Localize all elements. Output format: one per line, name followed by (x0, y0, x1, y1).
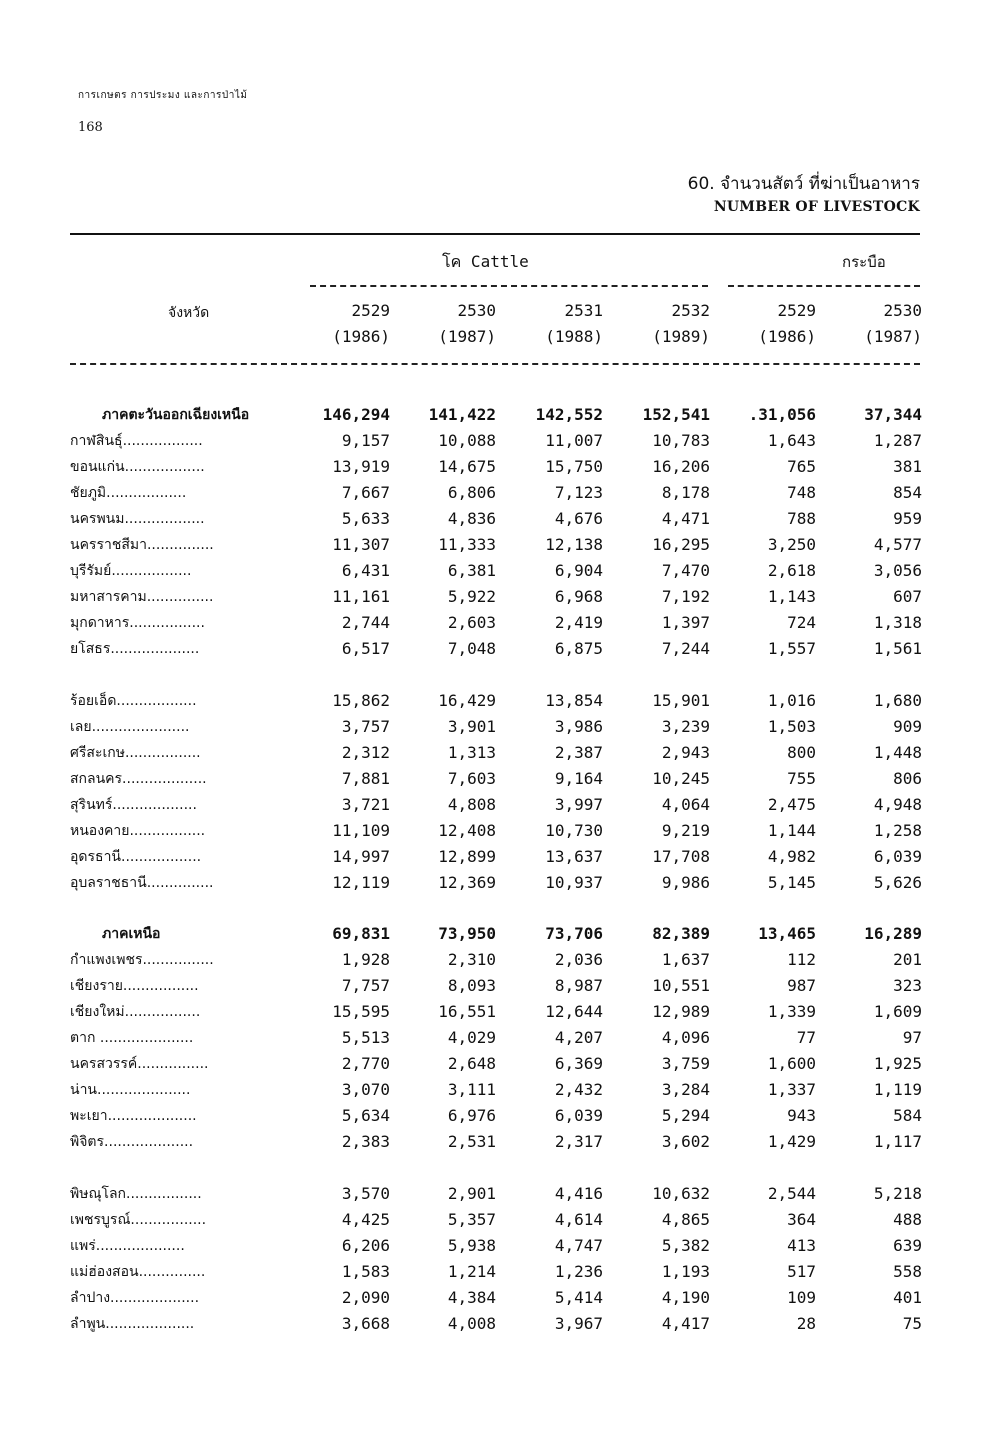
value-cell: 4,808 (447, 795, 496, 814)
value-cell: 3,570 (341, 1184, 390, 1203)
value-cell: 4,747 (554, 1236, 603, 1255)
province-row (0, 844, 990, 870)
value-cell: 7,603 (447, 769, 496, 788)
buffalo-group-rule (728, 285, 920, 287)
value-cell: 1,583 (341, 1262, 390, 1281)
value-cell: 13,854 (545, 691, 603, 710)
value-cell: 10,551 (652, 976, 710, 995)
province-name: เชียงราย................. (70, 978, 199, 994)
province-name: สุรินทร์................... (70, 797, 197, 813)
value-cell: 1,318 (873, 613, 922, 632)
province-row (0, 480, 990, 506)
province-row (0, 870, 990, 896)
value-cell: 5,218 (873, 1184, 922, 1203)
value-cell: 12,119 (332, 873, 390, 892)
value-cell: 2,901 (447, 1184, 496, 1203)
value-cell: 6,904 (554, 561, 603, 580)
column-header-ad-year: (1987) (438, 327, 496, 346)
province-name: ร้อยเอ็ด.................. (70, 693, 197, 709)
province-row (0, 1129, 990, 1155)
value-cell: 3,901 (447, 717, 496, 736)
value-cell: 1,287 (873, 431, 922, 450)
province-name: พะเยา.................... (70, 1108, 197, 1124)
value-cell: 4,425 (341, 1210, 390, 1229)
value-cell: 13,465 (758, 924, 816, 943)
value-cell: 1,117 (873, 1132, 922, 1151)
value-cell: 1,119 (873, 1080, 922, 1099)
value-cell: 1,503 (767, 717, 816, 736)
value-cell: 2,618 (767, 561, 816, 580)
value-cell: 17,708 (652, 847, 710, 866)
value-cell: 6,039 (873, 847, 922, 866)
province-name: สกลนคร................... (70, 771, 207, 787)
value-cell: 4,096 (661, 1028, 710, 1047)
value-cell: 10,937 (545, 873, 603, 892)
value-cell: 4,384 (447, 1288, 496, 1307)
province-name: พิษณุโลก................. (70, 1186, 202, 1202)
value-cell: 10,088 (438, 431, 496, 450)
province-row (0, 454, 990, 480)
value-cell: 2,383 (341, 1132, 390, 1151)
value-cell: 2,317 (554, 1132, 603, 1151)
value-cell: 1,143 (767, 587, 816, 606)
value-cell: 4,029 (447, 1028, 496, 1047)
value-cell: 5,294 (661, 1106, 710, 1125)
province-column-header: จังหวัด (168, 305, 210, 321)
value-cell: 13,637 (545, 847, 603, 866)
value-cell: 1,637 (661, 950, 710, 969)
value-cell: 4,008 (447, 1314, 496, 1333)
province-row (0, 532, 990, 558)
value-cell: 7,048 (447, 639, 496, 658)
value-cell: 4,417 (661, 1314, 710, 1333)
province-name: ชัยภูมิ.................. (70, 485, 187, 501)
value-cell: 724 (787, 613, 816, 632)
value-cell: 2,419 (554, 613, 603, 632)
value-cell: 3,602 (661, 1132, 710, 1151)
value-cell: 6,976 (447, 1106, 496, 1125)
column-header-year: 2529 (777, 301, 816, 320)
value-cell: 2,036 (554, 950, 603, 969)
value-cell: 3,111 (447, 1080, 496, 1099)
value-cell: 6,369 (554, 1054, 603, 1073)
value-cell: 959 (893, 509, 922, 528)
province-row (0, 1259, 990, 1285)
value-cell: 4,836 (447, 509, 496, 528)
province-name: เชียงใหม่................. (70, 1004, 201, 1020)
value-cell: 9,986 (661, 873, 710, 892)
value-cell: 28 (796, 1314, 816, 1333)
value-cell: 7,470 (661, 561, 710, 580)
value-cell: 10,632 (652, 1184, 710, 1203)
running-header: การเกษตร การประมง และการป่าไม้ (78, 90, 248, 101)
value-cell: 4,948 (873, 795, 922, 814)
value-cell: 488 (893, 1210, 922, 1229)
value-cell: 12,644 (545, 1002, 603, 1021)
value-cell: 1,214 (447, 1262, 496, 1281)
value-cell: 152,541 (642, 405, 710, 424)
value-cell: 16,429 (438, 691, 496, 710)
value-cell: 12,369 (438, 873, 496, 892)
value-cell: 2,387 (554, 743, 603, 762)
value-cell: 6,039 (554, 1106, 603, 1125)
value-cell: 909 (893, 717, 922, 736)
value-cell: 9,157 (341, 431, 390, 450)
region-total-row (0, 402, 990, 428)
province-name: ขอนแก่น.................. (70, 459, 205, 475)
value-cell: 323 (893, 976, 922, 995)
value-cell: 5,357 (447, 1210, 496, 1229)
value-cell: 8,178 (661, 483, 710, 502)
province-name: นครราชสีมา............... (70, 537, 214, 553)
value-cell: 2,603 (447, 613, 496, 632)
value-cell: 14,675 (438, 457, 496, 476)
province-name: เลย...................... (70, 719, 190, 735)
value-cell: 3,284 (661, 1080, 710, 1099)
value-cell: 3,759 (661, 1054, 710, 1073)
province-name: กำแพงเพชร................ (70, 952, 214, 968)
province-row (0, 1311, 990, 1337)
province-row (0, 1181, 990, 1207)
province-row (0, 1051, 990, 1077)
value-cell: 5,382 (661, 1236, 710, 1255)
value-cell: 142,552 (535, 405, 603, 424)
value-cell: 9,164 (554, 769, 603, 788)
group-header-cattle: โค Cattle (442, 252, 529, 271)
value-cell: 5,414 (554, 1288, 603, 1307)
value-cell: 12,138 (545, 535, 603, 554)
value-cell: 1,397 (661, 613, 710, 632)
value-cell: 146,294 (322, 405, 390, 424)
value-cell: 6,206 (341, 1236, 390, 1255)
value-cell: 3,070 (341, 1080, 390, 1099)
province-name: ยโสธร.................... (70, 641, 200, 657)
value-cell: 755 (787, 769, 816, 788)
value-cell: 16,206 (652, 457, 710, 476)
province-name: หนองคาย................. (70, 823, 206, 839)
value-cell: 3,967 (554, 1314, 603, 1333)
value-cell: 69,831 (332, 924, 390, 943)
value-cell: 4,865 (661, 1210, 710, 1229)
province-name: เพชรบูรณ์................. (70, 1212, 207, 1228)
value-cell: 15,862 (332, 691, 390, 710)
value-cell: 6,431 (341, 561, 390, 580)
value-cell: 7,244 (661, 639, 710, 658)
province-name: แม่ฮ่องสอน............... (70, 1264, 206, 1280)
value-cell: 15,901 (652, 691, 710, 710)
province-row (0, 999, 990, 1025)
top-rule (70, 233, 920, 235)
value-cell: 11,333 (438, 535, 496, 554)
value-cell: 943 (787, 1106, 816, 1125)
column-header-year: 2531 (564, 301, 603, 320)
province-row (0, 428, 990, 454)
value-cell: 413 (787, 1236, 816, 1255)
region-name: ภาคเหนือ (102, 926, 161, 942)
value-cell: 4,614 (554, 1210, 603, 1229)
header-bottom-rule (70, 363, 920, 365)
value-cell: .31,056 (748, 405, 816, 424)
value-cell: 4,416 (554, 1184, 603, 1203)
value-cell: 4,190 (661, 1288, 710, 1307)
value-cell: 854 (893, 483, 922, 502)
value-cell: 806 (893, 769, 922, 788)
value-cell: 14,997 (332, 847, 390, 866)
province-name: อุบลราชธานี............... (70, 875, 214, 891)
value-cell: 141,422 (428, 405, 496, 424)
value-cell: 9,219 (661, 821, 710, 840)
value-cell: 1,609 (873, 1002, 922, 1021)
value-cell: 1,337 (767, 1080, 816, 1099)
value-cell: 607 (893, 587, 922, 606)
value-cell: 3,757 (341, 717, 390, 736)
value-cell: 2,744 (341, 613, 390, 632)
table-title-thai: 60. จำนวนสัตว์ ที่ฆ่าเป็นอาหาร (687, 174, 920, 194)
value-cell: 16,551 (438, 1002, 496, 1021)
value-cell: 765 (787, 457, 816, 476)
value-cell: 1,016 (767, 691, 816, 710)
value-cell: 8,987 (554, 976, 603, 995)
value-cell: 12,408 (438, 821, 496, 840)
value-cell: 8,093 (447, 976, 496, 995)
column-header-ad-year: (1989) (652, 327, 710, 346)
value-cell: 97 (902, 1028, 922, 1047)
value-cell: 82,389 (652, 924, 710, 943)
province-name: พิจิตร.................... (70, 1134, 194, 1150)
value-cell: 1,448 (873, 743, 922, 762)
value-cell: 10,783 (652, 431, 710, 450)
page-number: 168 (78, 120, 103, 135)
column-header-ad-year: (1986) (758, 327, 816, 346)
province-row (0, 1285, 990, 1311)
value-cell: 15,595 (332, 1002, 390, 1021)
value-cell: 7,757 (341, 976, 390, 995)
value-cell: 1,144 (767, 821, 816, 840)
value-cell: 1,643 (767, 431, 816, 450)
column-header-year: 2530 (883, 301, 922, 320)
value-cell: 1,193 (661, 1262, 710, 1281)
value-cell: 6,381 (447, 561, 496, 580)
value-cell: 15,750 (545, 457, 603, 476)
value-cell: 10,730 (545, 821, 603, 840)
province-row (0, 1207, 990, 1233)
province-row (0, 1077, 990, 1103)
value-cell: 7,881 (341, 769, 390, 788)
value-cell: 2,770 (341, 1054, 390, 1073)
province-row (0, 947, 990, 973)
value-cell: 2,090 (341, 1288, 390, 1307)
value-cell: 16,289 (864, 924, 922, 943)
value-cell: 1,339 (767, 1002, 816, 1021)
value-cell: 2,648 (447, 1054, 496, 1073)
province-row (0, 610, 990, 636)
value-cell: 3,986 (554, 717, 603, 736)
province-name: น่าน..................... (70, 1082, 191, 1098)
province-row (0, 766, 990, 792)
value-cell: 1,925 (873, 1054, 922, 1073)
province-row (0, 584, 990, 610)
value-cell: 6,875 (554, 639, 603, 658)
value-cell: 16,295 (652, 535, 710, 554)
value-cell: 2,312 (341, 743, 390, 762)
value-cell: 1,429 (767, 1132, 816, 1151)
value-cell: 3,997 (554, 795, 603, 814)
value-cell: 3,668 (341, 1314, 390, 1333)
region-total-row (0, 921, 990, 947)
value-cell: 4,207 (554, 1028, 603, 1047)
province-row (0, 818, 990, 844)
value-cell: 201 (893, 950, 922, 969)
province-name: ลำปาง.................... (70, 1290, 200, 1306)
value-cell: 1,561 (873, 639, 922, 658)
value-cell: 2,943 (661, 743, 710, 762)
value-cell: 4,577 (873, 535, 922, 554)
province-row (0, 558, 990, 584)
province-name: ศรีสะเกษ................. (70, 745, 201, 761)
value-cell: 584 (893, 1106, 922, 1125)
value-cell: 4,676 (554, 509, 603, 528)
value-cell: 5,626 (873, 873, 922, 892)
group-header-buffalo: กระบือ (842, 253, 886, 271)
value-cell: 1,258 (873, 821, 922, 840)
value-cell: 109 (787, 1288, 816, 1307)
value-cell: 639 (893, 1236, 922, 1255)
value-cell: 3,721 (341, 795, 390, 814)
province-name: มหาสารคาม............... (70, 589, 214, 605)
value-cell: 748 (787, 483, 816, 502)
value-cell: 12,899 (438, 847, 496, 866)
value-cell: 1,313 (447, 743, 496, 762)
value-cell: 5,938 (447, 1236, 496, 1255)
value-cell: 2,531 (447, 1132, 496, 1151)
value-cell: 5,922 (447, 587, 496, 606)
value-cell: 7,667 (341, 483, 390, 502)
province-row (0, 714, 990, 740)
value-cell: 800 (787, 743, 816, 762)
province-row (0, 792, 990, 818)
value-cell: 13,919 (332, 457, 390, 476)
value-cell: 4,982 (767, 847, 816, 866)
value-cell: 7,192 (661, 587, 710, 606)
province-row (0, 688, 990, 714)
province-name: บุรีรัมย์.................. (70, 563, 192, 579)
value-cell: 517 (787, 1262, 816, 1281)
value-cell: 37,344 (864, 405, 922, 424)
value-cell: 1,928 (341, 950, 390, 969)
region-name: ภาคตะวันออกเฉียงเหนือ (102, 407, 250, 423)
value-cell: 11,307 (332, 535, 390, 554)
value-cell: 2,475 (767, 795, 816, 814)
column-header-year: 2529 (351, 301, 390, 320)
value-cell: 558 (893, 1262, 922, 1281)
value-cell: 2,544 (767, 1184, 816, 1203)
value-cell: 12,989 (652, 1002, 710, 1021)
value-cell: 5,634 (341, 1106, 390, 1125)
value-cell: 4,064 (661, 795, 710, 814)
value-cell: 3,250 (767, 535, 816, 554)
column-header-year: 2530 (457, 301, 496, 320)
province-name: แพร่.................... (70, 1238, 185, 1254)
value-cell: 1,236 (554, 1262, 603, 1281)
column-header-ad-year: (1988) (545, 327, 603, 346)
value-cell: 73,706 (545, 924, 603, 943)
column-header-ad-year: (1986) (332, 327, 390, 346)
value-cell: 1,680 (873, 691, 922, 710)
province-name: นครสวรรค์................ (70, 1056, 209, 1072)
province-name: นครพนม.................. (70, 511, 205, 527)
value-cell: 11,161 (332, 587, 390, 606)
value-cell: 401 (893, 1288, 922, 1307)
value-cell: 7,123 (554, 483, 603, 502)
value-cell: 4,471 (661, 509, 710, 528)
value-cell: 77 (796, 1028, 816, 1047)
province-row (0, 973, 990, 999)
value-cell: 2,432 (554, 1080, 603, 1099)
province-row (0, 636, 990, 662)
value-cell: 112 (787, 950, 816, 969)
value-cell: 987 (787, 976, 816, 995)
province-row (0, 740, 990, 766)
value-cell: 5,513 (341, 1028, 390, 1047)
province-name: ตาก ..................... (70, 1030, 194, 1046)
value-cell: 10,245 (652, 769, 710, 788)
value-cell: 6,806 (447, 483, 496, 502)
value-cell: 788 (787, 509, 816, 528)
value-cell: 381 (893, 457, 922, 476)
cattle-group-rule (310, 285, 708, 287)
province-name: กาฬสินธุ์.................. (70, 433, 203, 449)
value-cell: 3,056 (873, 561, 922, 580)
value-cell: 6,968 (554, 587, 603, 606)
value-cell: 1,600 (767, 1054, 816, 1073)
value-cell: 5,145 (767, 873, 816, 892)
province-row (0, 506, 990, 532)
column-header-ad-year: (1987) (864, 327, 922, 346)
value-cell: 73,950 (438, 924, 496, 943)
province-row (0, 1025, 990, 1051)
province-name: อุดรธานี.................. (70, 849, 202, 865)
value-cell: 1,557 (767, 639, 816, 658)
value-cell: 11,007 (545, 431, 603, 450)
province-name: ลำพูน.................... (70, 1316, 195, 1332)
value-cell: 2,310 (447, 950, 496, 969)
province-name: มุกดาหาร................. (70, 615, 205, 631)
table-title-english: NUMBER OF LIVESTOCK (713, 199, 920, 215)
value-cell: 5,633 (341, 509, 390, 528)
value-cell: 364 (787, 1210, 816, 1229)
value-cell: 3,239 (661, 717, 710, 736)
province-row (0, 1233, 990, 1259)
value-cell: 11,109 (332, 821, 390, 840)
value-cell: 75 (902, 1314, 922, 1333)
province-row (0, 1103, 990, 1129)
column-header-year: 2532 (671, 301, 710, 320)
value-cell: 6,517 (341, 639, 390, 658)
